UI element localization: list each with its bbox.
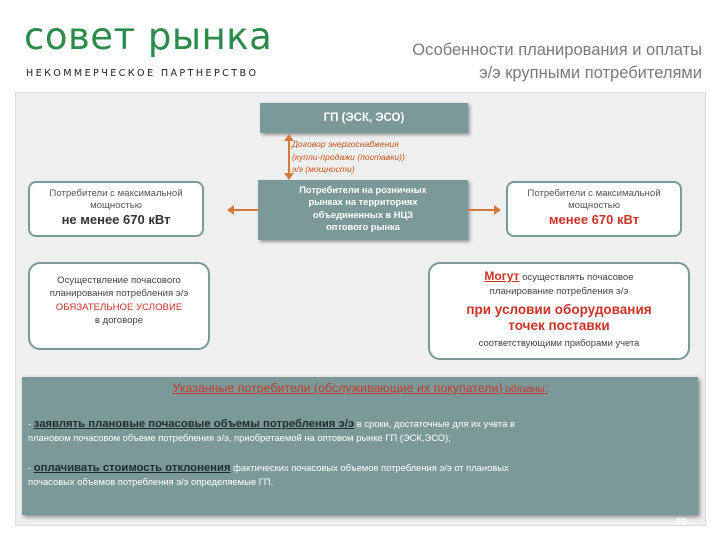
- large-line-1: Потребители с максимальной: [49, 188, 183, 199]
- may-line-2: планирование потребления э/э: [489, 286, 629, 297]
- left-arrow: [232, 209, 258, 211]
- slide-title: [262, 39, 702, 85]
- obligations-heading-main: Указанные потребители (обслуживающие их покупатели): [172, 381, 503, 395]
- contract-line-2: (купли-продажи (поставки)): [292, 151, 405, 162]
- small-threshold: менее 670 кВт: [548, 212, 640, 227]
- metering-line: соответствующими приборами учета: [478, 337, 640, 348]
- retail-line-4: оптового рынка: [326, 221, 400, 232]
- hourly-line-2: планирования потребления э/э: [49, 288, 189, 300]
- condition-line-1: при условии оборудования: [466, 302, 652, 317]
- retail-line-2: рынках на территориях: [308, 197, 418, 208]
- small-consumers-box: [506, 181, 682, 237]
- slide-title-line-1: Особенности планирования и оплаты: [412, 41, 702, 59]
- hourly-planning-box: [28, 262, 210, 350]
- retail-line-1: Потребители на розничных: [299, 185, 427, 195]
- obligation-2-line-1: - оплачивать стоимость отклонения фактических почасовых объемов потребления э/э от плановых: [28, 462, 509, 474]
- obligation-2: [28, 461, 692, 489]
- gp-box: ГП (ЭСК, ЭСО): [260, 103, 468, 133]
- may-word: Могут: [484, 269, 520, 283]
- retail-line-3: объединенных в НЦЗ: [312, 209, 414, 220]
- slide-title-line-2: э/э крупными потребителями: [479, 64, 702, 82]
- obligations-heading: [22, 381, 698, 395]
- mandatory-condition: ОБЯЗАТЕЛЬНОЕ УСЛОВИЕ: [55, 301, 183, 313]
- obligation-1: [28, 417, 692, 445]
- right-arrow: [468, 209, 496, 211]
- obligations-panel: [22, 377, 698, 515]
- contract-line-3: э/э (мощности): [292, 164, 355, 174]
- large-consumers-box: [28, 181, 204, 237]
- contract-line-1: Договор энергоснабжения: [292, 139, 399, 149]
- logo: совет рынка: [24, 15, 273, 58]
- may-line: [430, 269, 688, 285]
- small-line-2: мощностью: [568, 199, 620, 211]
- contract-label: [280, 138, 480, 176]
- obligation-1-line-2: плановом почасовом объеме потребления э/э, приобретаемой на оптовом рынке ГП (ЭСК,ЭСО);: [28, 432, 451, 443]
- obligation-1-rest: в сроки, достаточные для их учета в: [354, 418, 515, 429]
- obligation-2-line-2: почасовых объемов потребления э/э определяемые ГП.: [28, 476, 274, 487]
- retail-consumers-box: [258, 180, 468, 240]
- hourly-line-1: Осуществление почасового: [57, 275, 181, 286]
- obligation-1-lead: заявлять плановые почасовые объемы потребления э/э: [33, 418, 355, 430]
- may-rest: осуществлять почасовое: [519, 272, 634, 283]
- obligation-2-lead: оплачивать стоимость отклонения: [33, 462, 231, 474]
- hourly-line-4: в договоре: [94, 314, 144, 326]
- large-threshold: не менее 670 кВт: [61, 212, 171, 227]
- small-line-1: Потребители с максимальной: [527, 188, 661, 199]
- large-line-2: мощностью: [90, 199, 142, 211]
- obligation-1-line-1: - заявлять плановые почасовые объемы потребления э/э в сроки, достаточные для их учета в: [28, 418, 515, 430]
- obligation-2-rest: фактических почасовых объемов потребления э/э от плановых: [230, 462, 509, 473]
- condition-line-2: точек поставки: [508, 318, 610, 333]
- obligations-heading-tail: обязаны:: [502, 384, 548, 395]
- page-number: 70: [676, 517, 688, 528]
- logo-tagline: НЕКОММЕРЧЕСКОЕ ПАРТНЕРСТВО: [26, 68, 259, 79]
- conditional-planning-box: [428, 262, 690, 360]
